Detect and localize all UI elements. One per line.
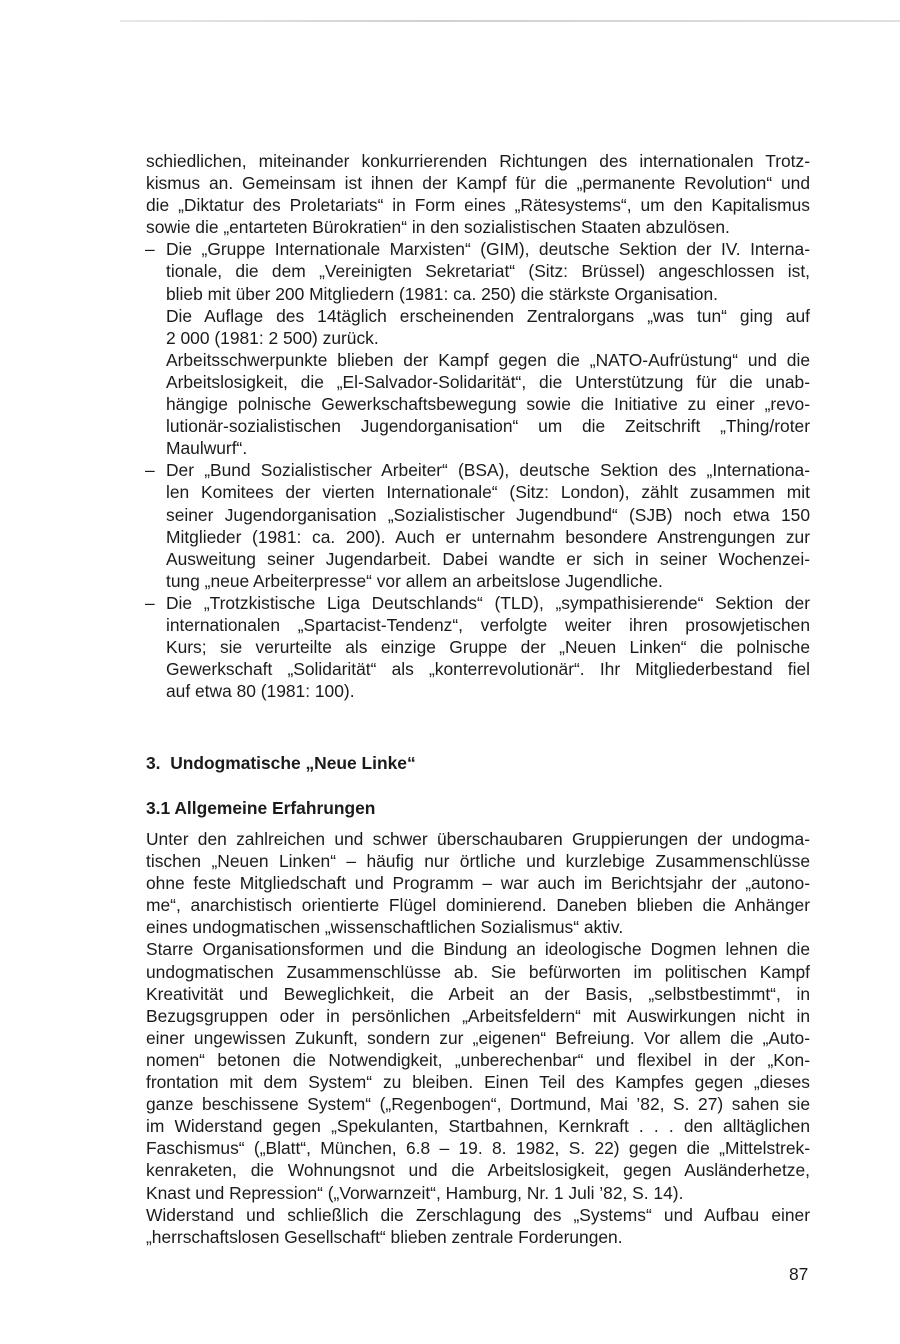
text-line: kenraketen, die Wohnungsnot und die Arbeitslosigkeit, gegen Ausländerhetze, [146, 1160, 810, 1181]
text-line: schiedlichen, miteinander konkurrierenden Richtungen des internationalen Trotz- [146, 151, 810, 171]
text-line: me“, anarchistisch orientierte Flügel dominierend. Daneben blieben die Anhänger [146, 895, 810, 916]
list-dash: – [145, 460, 155, 481]
text-line: Der „Bund Sozialistischer Arbeiter“ (BSA), deutsche Sektion des „Internationa- [166, 460, 810, 481]
subsection-title: Allgemeine Erfahrungen [174, 798, 376, 818]
text-line: sowie die „entarteten Bürokratien“ in den sozialistischen Staaten abzulösen. [146, 217, 730, 238]
text-line: ohne feste Mitgliedschaft und Programm – war auch im Berichtsjahr der „autono- [146, 873, 810, 894]
text-line: tung „neue Arbeiterpresse“ vor allem an arbeitslose Jugendliche. [166, 570, 663, 591]
body-paragraph-1 [146, 828, 810, 938]
text-line: seiner Jugendorganisation „Sozialistischer Jugendbund“ (SJB) noch etwa 150 [166, 504, 810, 525]
list-dash: – [145, 239, 155, 260]
text-line: Gewerkschaft „Solidarität“ als „konterrevolutionär“. Ihr Mitgliederbestand fiel [166, 659, 810, 680]
text-line: Mitglieder (1981: ca. 200). Auch er unternahm besondere Anstrengungen zur [166, 526, 810, 547]
text-line: Arbeitslosigkeit, die „El-Salvador-Solidarität“, die Unterstützung für die unab- [166, 371, 810, 392]
list-item-bsa [146, 459, 810, 592]
text-line: eines undogmatischen „wissenschaftlichen Sozialismus“ aktiv. [146, 917, 624, 938]
scan-edge-line [120, 20, 900, 22]
text-line: einer ungewissen Zukunft, sondern zur „eigenen“ Befreiung. Vor allem die „Auto- [146, 1027, 810, 1048]
text-line: Bezugsgruppen oder in persönlichen „Arbeitsfeldern“ mit Auswirkungen nicht in [146, 1005, 810, 1026]
text-line: 2 000 (1981: 2 500) zurück. [166, 327, 379, 348]
text-line: Starre Organisationsformen und die Bindung an ideologische Dogmen lehnen die [146, 939, 810, 960]
text-line: Faschismus“ („Blatt“, München, 6.8 – 19. 8. 1982, S. 22) gegen die „Mittelstrek- [146, 1138, 810, 1159]
text-line: nomen“ betonen die Notwendigkeit, „unberechenbar“ und flexibel in der „Kon- [146, 1049, 810, 1070]
body-paragraph-3 [146, 1204, 810, 1248]
text-line: Unter den zahlreichen und schwer überschaubaren Gruppierungen der undogma- [146, 829, 810, 849]
section-body [146, 828, 810, 1248]
text-line: Widerstand und schließlich die Zerschlagung des „Systems“ und Aufbau einer [146, 1204, 810, 1225]
text-line: auf etwa 80 (1981: 100). [166, 681, 355, 702]
subsection-number: 3.1 [146, 798, 171, 818]
page-number: 87 [789, 1264, 809, 1284]
section-heading [146, 753, 416, 774]
body-paragraph-2 [146, 938, 810, 1203]
text-line: Die „Gruppe Internationale Marxisten“ (GIM), deutsche Sektion der IV. Interna- [166, 239, 810, 260]
document-body [146, 150, 810, 702]
text-line: frontation mit dem System“ zu bleiben. Einen Teil des Kampfes gegen „dieses [146, 1072, 810, 1093]
text-line: Kurs; sie verurteilte als einzige Gruppe der „Neuen Linken“ die polnische [166, 637, 810, 658]
text-line: undogmatischen Zusammenschlüsse ab. Sie befürworten im politischen Kampf [146, 961, 810, 982]
text-line: Knast und Repression“ („Vorwarnzeit“, Hamburg, Nr. 1 Juli ’82, S. 14). [146, 1182, 684, 1203]
text-line: kismus an. Gemeinsam ist ihnen der Kampf für die „permanente Revolution“ und [146, 173, 810, 194]
list-dash: – [145, 592, 155, 613]
text-line: tionale, die dem „Vereinigten Sekretariat“ (Sitz: Brüssel) angeschlossen ist, [166, 261, 810, 282]
text-line: Ausweitung seiner Jugendarbeit. Dabei wandte er sich in seiner Wochenzei- [166, 548, 810, 569]
intro-paragraph [146, 150, 810, 238]
text-line: Die „Trotzkistische Liga Deutschlands“ (TLD), „sympathisierende“ Sektion der [166, 592, 810, 613]
text-line: Die Auflage des 14täglich erscheinenden Zentralorgans „was tun“ ging auf [166, 305, 810, 326]
text-line: die „Diktatur des Proletariats“ in Form eines „Rätesystems“, um den Kapitalismus [146, 195, 810, 216]
text-line: internationalen „Spartacist-Tendenz“, verfolgte weiter ihren prosowjetischen [166, 614, 810, 635]
section-title: Undogmatische „Neue Linke“ [170, 753, 416, 773]
text-line: len Komitees der vierten Internationale“ (Sitz: London), zählt zusammen mit [166, 482, 810, 503]
text-line: blieb mit über 200 Mitgliedern (1981: ca. 250) die stärkste Organisation. [166, 283, 718, 304]
text-line: lutionär-sozialistischen Jugendorganisation“ um die Zeitschrift „Thing/roter [166, 416, 810, 437]
text-line: Arbeitsschwerpunkte blieben der Kampf gegen die „NATO-Aufrüstung“ und die [166, 349, 810, 370]
text-line: ganze beschissene System“ („Regenbogen“, Dortmund, Mai ’82, S. 27) sahen sie [146, 1094, 810, 1115]
text-line: Kreativität und Beweglichkeit, die Arbeit an der Basis, „selbstbestimmt“, in [146, 983, 810, 1004]
list-item-tld [146, 592, 810, 702]
list-item-gim [146, 238, 810, 459]
text-line: im Widerstand gegen „Spekulanten, Startbahnen, Kernkraft . . . den alltäglichen [146, 1116, 810, 1137]
subsection-heading [146, 798, 375, 819]
section-number: 3. [146, 753, 161, 773]
text-line: Maulwurf“. [166, 438, 248, 459]
text-line: tischen „Neuen Linken“ – häufig nur örtliche und kurzlebige Zusammenschlüsse [146, 851, 810, 872]
text-line: „herrschaftslosen Gesellschaft“ blieben zentrale Forderungen. [146, 1226, 623, 1247]
text-line: hängige polnische Gewerkschaftsbewegung sowie die Initiative zu einer „revo- [166, 394, 810, 415]
